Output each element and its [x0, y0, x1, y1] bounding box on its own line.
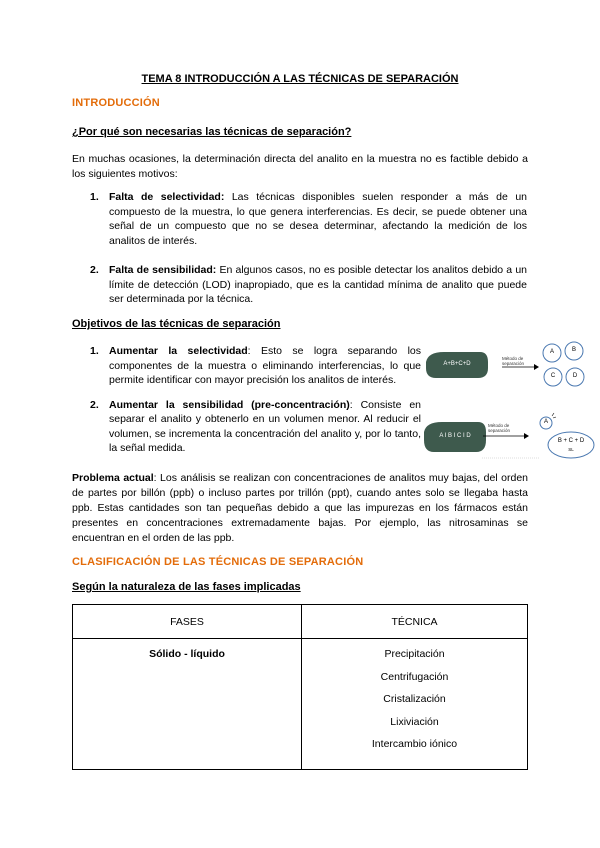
header-tecnica: TÉCNICA [302, 605, 528, 639]
tecnica-item: Intercambio iónico [371, 738, 458, 750]
mixture-label: A+B+C+D [443, 361, 471, 367]
reason-item [90, 190, 527, 248]
analyte-label: A [543, 419, 548, 425]
circle-label: B [571, 347, 576, 353]
list-number: 2. [90, 398, 99, 411]
tecnica-item: Lixiviación [390, 715, 439, 728]
classification-heading: CLASIFICACIÓN DE LAS TÉCNICAS DE SEPARACIÓN [72, 556, 364, 568]
list-number: 1. [90, 191, 99, 203]
reasons-list [90, 190, 527, 307]
tecnica-item: Precipitación [384, 648, 445, 660]
separation-figure-1 [422, 340, 592, 395]
objective-label: Aumentar la sensibilidad (pre-concentración) [109, 398, 350, 411]
objective-text: : Consiste en separar el analito y obtenerlo en un volumen menor. Al reducir el volumen, se incrementa la concentración del analito y, por lo tanto, la señal medida. [109, 398, 421, 454]
tecnicas-cell [302, 639, 528, 770]
table-row [73, 639, 528, 770]
reason-item [90, 263, 527, 307]
reason-label: Falta de sensibilidad: [109, 264, 217, 276]
separation-figure-2 [420, 410, 595, 465]
circle-label: C [550, 373, 556, 379]
objectives-heading: Objetivos de las técnicas de separación [72, 318, 281, 330]
document-title: TEMA 8 INTRODUCCIÓN A LAS TÉCNICAS DE SEPARACIÓN [141, 73, 459, 85]
why-heading: ¿Por qué son necesarias las técnicas de separación? [72, 126, 352, 138]
problem-paragraph [72, 471, 528, 546]
tecnica-item: Cristalización [383, 693, 446, 705]
objective-item [90, 398, 421, 456]
reason-text: Las técnicas disponibles suelen responder a más de un compuesto de la muestra, lo que genera interferencias. Es decir, se puede obtener una señal de un compuesto que no se desea determinar, afectando la medición de los analitos de interés. [109, 191, 527, 247]
mixture-label: A I B I C I D [439, 433, 471, 439]
circle-label: D [572, 373, 578, 379]
objectives-list [90, 344, 421, 456]
header-fases: FASES [73, 605, 302, 639]
reason-label: Falta de selectividad: [109, 191, 225, 203]
objective-label: Aumentar la selectividad [109, 345, 248, 357]
nature-heading: Según la naturaleza de las fases implicadas [72, 581, 301, 593]
objective-text: : Esto se logra separando los componentes de la muestra o eliminando interferencias, lo que permite identificar con mayor precisión los analitos de interés. [109, 345, 421, 386]
circle-label: A [549, 349, 554, 355]
objective-item [90, 344, 421, 388]
reason-text: En algunos casos, no es posible detectar los analitos debido a un límite de detección (LOD) inapropiado, que es la cantidad mínima de analito que puede ser determinada por la técnica. [109, 264, 527, 305]
tecnica-item: Centrifugación [380, 670, 449, 683]
arrow-head-icon [524, 433, 529, 439]
problem-text: : Los análisis se realizan con concentraciones de analitos muy bajas, del orden de partes por billón (ppb) o incluso partes por trillón (ppt), cuando antes solo se llegaba hasta ppb. Estas cantidades son tan pequeñas debido a que las impurezas en los fármacos están presentes en concentraciones extremadamente bajas. Por ejemplo, las nitrosaminas se encuentran en el orden de las ppb. [72, 472, 528, 544]
intro-heading: INTRODUCCIÓN [72, 97, 160, 109]
remaining-label: B + C + D [557, 438, 585, 444]
arrow-label: Método de separación [502, 356, 525, 366]
remaining-ellipse [548, 432, 594, 458]
arrow-label: Método de separación [488, 423, 511, 433]
table-header-row [73, 605, 528, 639]
sparkle-icon [552, 413, 556, 418]
problem-label: Problema actual [72, 472, 154, 484]
techniques-table [72, 604, 528, 770]
fase-cell: Sólido - líquido [73, 639, 302, 770]
why-paragraph: En muchas ocasiones, la determinación directa del analito en la muestra no es factible debido a los siguientes motivos: [72, 153, 528, 180]
remaining-sublabel: SL [568, 447, 574, 452]
list-number: 1. [90, 345, 99, 357]
list-number: 2. [90, 264, 99, 276]
